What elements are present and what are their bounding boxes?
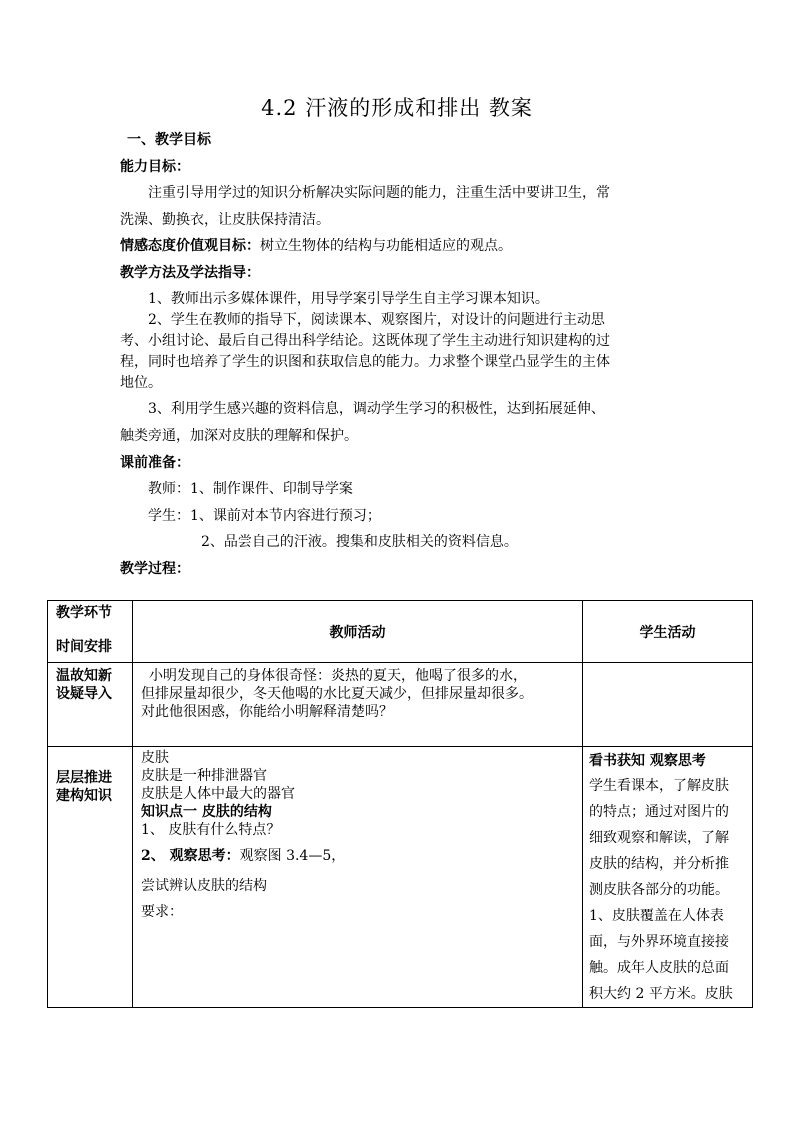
- row2-student-line-4: 皮肤的结构，并分析推: [589, 856, 729, 872]
- prep-student-1: 学生：1、课前对本节内容进行预习；: [148, 508, 381, 524]
- header-time-label: 时间安排: [56, 639, 112, 655]
- method-heading: 教学方法及学法指导：: [120, 265, 260, 281]
- ability-goal-text-1: 注重引导用学过的知识分析解决实际问题的能力，注重生活中要讲卫生，常: [148, 185, 610, 201]
- row2-teacher-line-8: 要求：: [141, 904, 183, 920]
- header-stage-label: 教学环节: [56, 605, 112, 621]
- row1-teacher-line-2: 但排尿量却很少，冬天他喝的水比夏天减少，但排尿量却很多。: [141, 686, 533, 702]
- ability-goal-text-2: 洗澡、勤换衣，让皮肤保持清洁。: [120, 212, 330, 228]
- header-cell-student: [583, 601, 753, 663]
- row2-student-line-3: 细致观察和解读，了解: [589, 830, 729, 846]
- row2-student-line-8: 触。成年人皮肤的总面: [589, 960, 729, 976]
- row2-teacher-observe-text: 观察图 3.4—5，: [239, 848, 346, 864]
- ability-goal-heading: 能力目标：: [120, 159, 190, 175]
- row1-teacher-line-3: 对此他很困惑，你能给小明解释清楚吗？: [141, 704, 393, 720]
- row1-teacher-line-1: 小明发现自己的身体很奇怪：炎热的夏天，他喝了很多的水，: [149, 668, 527, 684]
- row2-student-line-2: 的特点；通过对图片的: [589, 804, 729, 820]
- method-item-2-line-1: 2、学生在教师的指导下，阅读课本、观察图片，对设计的问题进行主动思: [148, 312, 605, 328]
- row2-teacher-line-5: 1、 皮肤有什么特点？: [141, 822, 281, 838]
- header-teacher-activity: 教师活动: [329, 624, 386, 641]
- table-header-row: [48, 601, 753, 663]
- table-row: [48, 663, 753, 747]
- document-title: 4.2 汗液的形成和排出 教案: [261, 96, 533, 120]
- row2-teacher-line-6: [141, 847, 582, 865]
- row2-stage-cell: [48, 747, 133, 1008]
- row2-teacher-line-3: 皮肤是人体中最大的器官: [141, 786, 295, 802]
- teaching-process-table: [47, 600, 753, 1008]
- row2-teacher-line-2: 皮肤是一种排泄器官: [141, 768, 267, 784]
- header-cell-teacher: [133, 601, 583, 663]
- row2-student-line-9: 积大约 2 平方米。皮肤: [589, 986, 733, 1002]
- process-heading: 教学过程：: [120, 561, 190, 577]
- row1-stage-line-2: 设疑导入: [56, 686, 112, 702]
- section-teaching-goals: 一、教学目标: [127, 132, 211, 148]
- row2-stage-line-1: 层层推进: [56, 770, 112, 786]
- row1-stage-cell: [48, 663, 133, 747]
- row2-teacher-observe-label: 2、 观察思考：: [141, 848, 240, 864]
- row2-student-line-6: 1、皮肤覆盖在人体表: [589, 908, 724, 924]
- row1-stage-line-1: 温故知新: [56, 668, 112, 684]
- table-row: [48, 747, 753, 1008]
- emotion-goal-text: 树立生物体的结构与功能相适应的观点。: [260, 238, 512, 254]
- method-item-2-line-3: 程，同时也培养了学生的识图和获取信息的能力。力求整个课堂凸显学生的主体: [120, 354, 610, 370]
- emotion-goal: [120, 237, 512, 255]
- method-item-3-line-1: 3、利用学生感兴趣的资料信息，调动学生学习的积极性，达到拓展延伸、: [148, 401, 605, 417]
- row2-teacher-cell: [133, 747, 583, 1008]
- row2-stage-line-2: 建构知识: [56, 788, 112, 804]
- method-item-1: 1、教师出示多媒体课件，用导学案引导学生自主学习课本知识。: [148, 291, 549, 307]
- row2-student-line-7: 面，与外界环境直接接: [589, 934, 729, 950]
- row2-teacher-line-1: 皮肤: [141, 750, 169, 766]
- row1-student-cell: [583, 663, 753, 747]
- row2-teacher-knowledge-point: 知识点一 皮肤的结构: [141, 804, 272, 820]
- prep-heading: 课前准备：: [120, 455, 190, 471]
- row2-student-line-5: 测皮肤各部分的功能。: [589, 882, 729, 898]
- row2-student-line-1: 学生看课本，了解皮肤: [589, 778, 729, 794]
- prep-teacher: 教师：1、制作课件、印制导学案: [148, 481, 353, 497]
- header-cell-stage: [48, 601, 133, 663]
- method-item-2-line-2: 考、小组讨论、最后自己得出科学结论。这既体现了学生主动进行知识建构的过: [120, 333, 610, 349]
- emotion-goal-heading: 情感态度价值观目标：: [120, 238, 260, 254]
- header-student-activity: 学生活动: [639, 624, 696, 641]
- method-item-3-line-2: 触类旁通，加深对皮肤的理解和保护。: [120, 428, 358, 444]
- row1-teacher-cell: [133, 663, 583, 747]
- row2-teacher-line-7: 尝试辨认皮肤的结构: [141, 878, 267, 894]
- row2-student-cell: [583, 747, 753, 1008]
- method-item-2-line-4: 地位。: [120, 375, 162, 391]
- row2-student-heading: 看书获知 观察思考: [589, 753, 706, 769]
- prep-student-2: 2、品尝自己的汗液。搜集和皮肤相关的资料信息。: [201, 534, 518, 550]
